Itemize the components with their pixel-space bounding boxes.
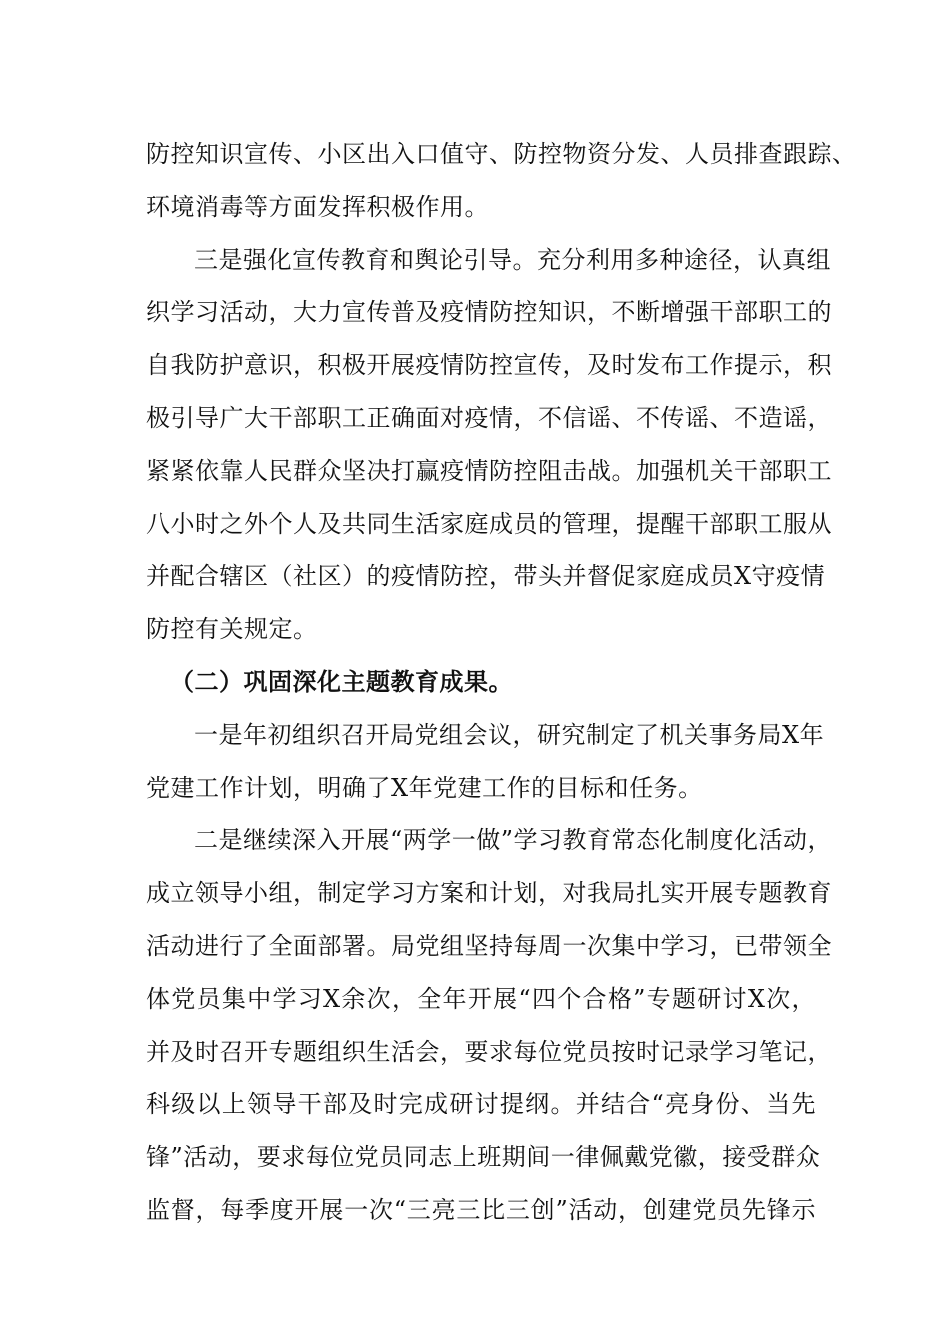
paragraph-line: 八小时之外个人及共同生活家庭成员的管理，提醒干部职工服从 <box>146 509 832 538</box>
section-heading: （二）巩固深化主题教育成果。 <box>170 666 513 696</box>
paragraph-line: 二是继续深入开展“两学一做”学习教育常态化制度化活动， <box>194 826 833 855</box>
paragraph-line: 并配合辖区（社区）的疫情防控，带头并督促家庭成员X守疫情 <box>146 562 826 591</box>
paragraph-line: 锋”活动，要求每位党员同志上班期间一律佩戴党徽，接受群众 <box>146 1143 821 1172</box>
paragraph-line: 党建工作计划，明确了X年党建工作的目标和任务。 <box>146 773 703 802</box>
document-body <box>146 128 857 1237</box>
paragraph-line: 织学习活动，大力宣传普及疫情防控知识，不断增强干部职工的 <box>146 298 832 327</box>
paragraph-line: 活动进行了全面部署。局党组坚持每周一次集中学习，已带领全 <box>146 931 832 960</box>
paragraph-line: 环境消毒等方面发挥积极作用。 <box>146 192 489 221</box>
paragraph-line: 一是年初组织召开局党组会议，研究制定了机关事务局X年 <box>194 720 825 749</box>
paragraph-line: 并及时召开专题组织生活会，要求每位党员按时记录学习笔记， <box>146 1037 832 1066</box>
paragraph-line: 极引导广大干部职工正确面对疫情，不信谣、不传谣、不造谣， <box>146 403 832 432</box>
paragraph-line: 三是强化宣传教育和舆论引导。充分利用多种途径，认真组 <box>194 245 831 274</box>
paragraph-line: 紧紧依靠人民群众坚决打赢疫情防控阻击战。加强机关干部职工 <box>146 456 832 485</box>
paragraph-line: 科级以上领导干部及时完成研讨提纲。并结合“亮身份、当先 <box>146 1090 816 1119</box>
paragraph-line: 体党员集中学习X余次，全年开展“四个合格”专题研讨X次， <box>146 984 816 1013</box>
paragraph-line: 成立领导小组，制定学习方案和计划，对我局扎实开展专题教育 <box>146 879 832 908</box>
paragraph-line: 防控有关规定。 <box>146 615 318 644</box>
paragraph-line: 监督，每季度开展一次“三亮三比三创”活动，创建党员先锋示 <box>146 1195 816 1224</box>
paragraph-line: 自我防护意识，积极开展疫情防控宣传，及时发布工作提示，积 <box>146 351 832 380</box>
paragraph-line: 防控知识宣传、小区出入口值守、防控物资分发、人员排查跟踪、 <box>146 140 857 168</box>
